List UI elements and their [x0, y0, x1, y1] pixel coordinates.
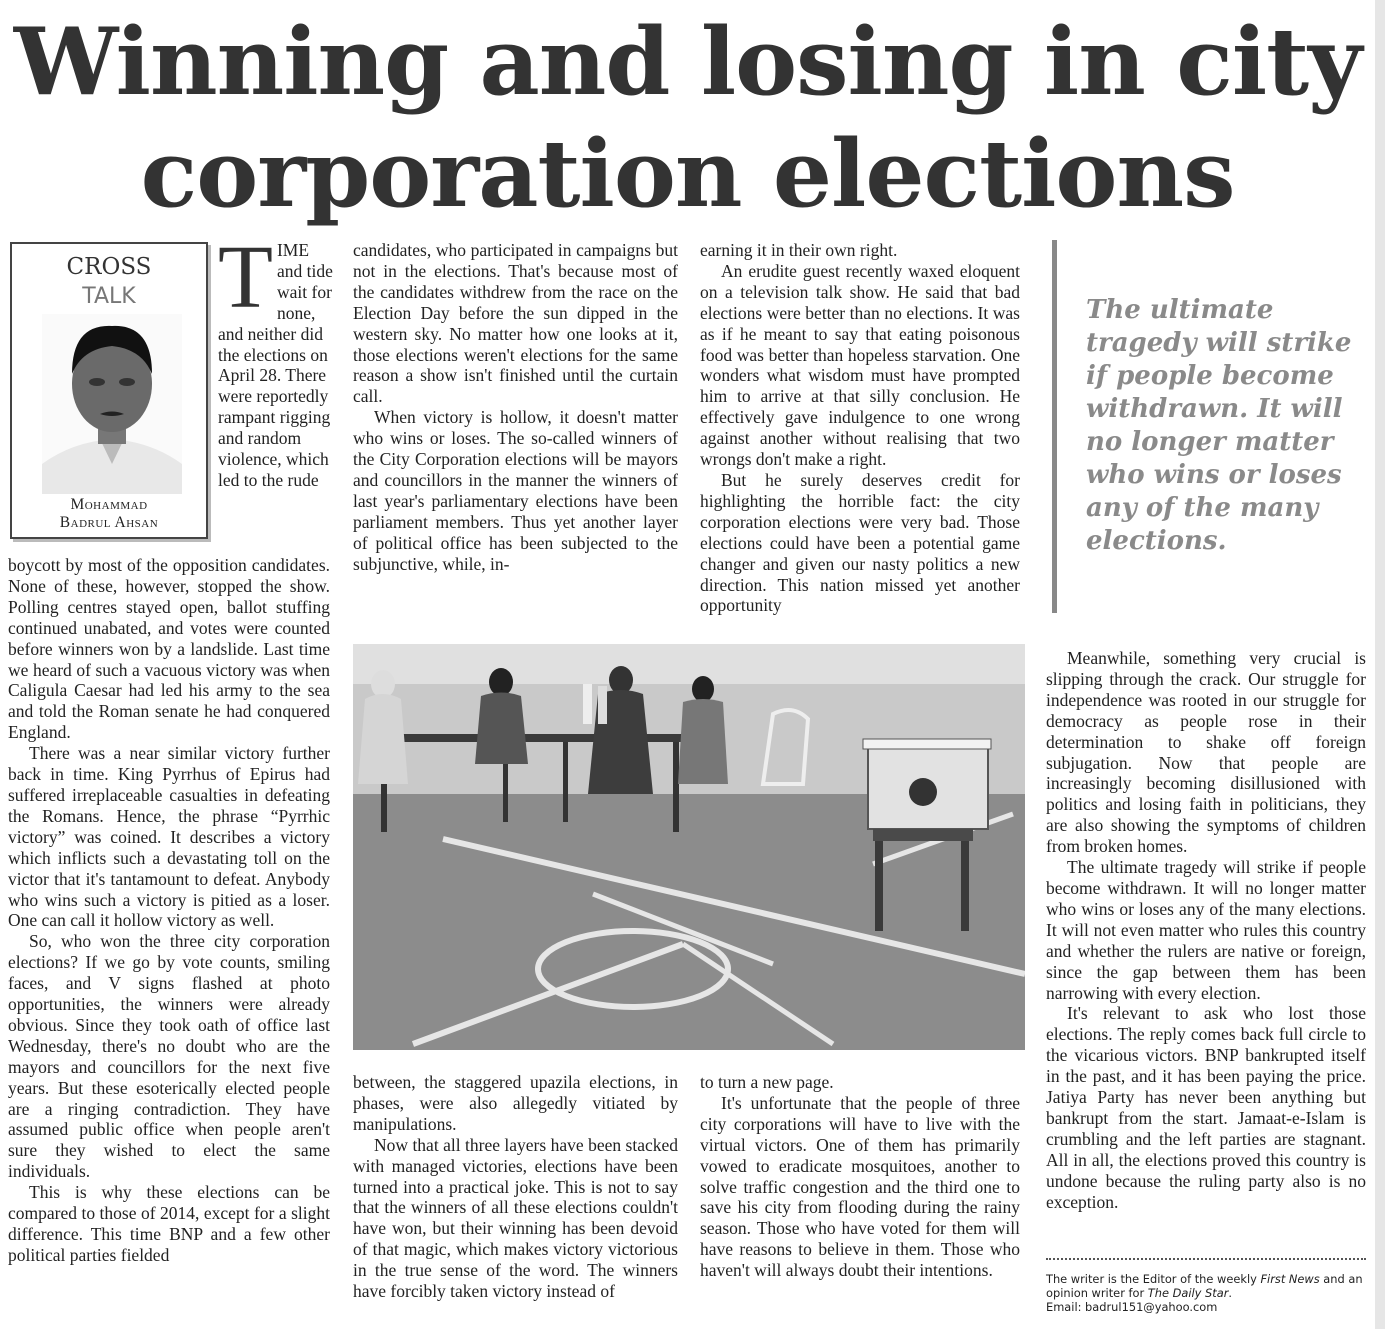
paragraph: earning it in their own right.: [700, 240, 898, 260]
paragraph: The ultimate tragedy will strike if people become withdrawn. It will no longer matter who wins or loses any of the many elections. It will not even matter who rules this country and whether the rulers are native or foreign, since the gap between them has been narrowing with every election.: [1046, 857, 1366, 1003]
paragraph: boycott by most of the opposition candidates. None of these, however, stopped the show. Polling centres stayed open, ballot stuffing continued unabated, and votes were counted before winners won by a landslide. Last time we heard of such a vacuous victory was when Caligula Caesar had led his army to the sea and told the Roman senate he had conquered England.: [8, 555, 330, 743]
paragraph: So, who won the three city corporation elections? If we go by vote counts, smiling faces, and V signs flashed at photo opportunities, the winners were already obvious. Since they took oath of office last Wednesday, there's no doubt who are the mayors and councillors for the next five years. But these esoterically elected people are a ringing contradiction. They have assumed public office when people aren't sure they wished to elect the same individuals.: [8, 931, 330, 1182]
drop-cap: T: [218, 228, 273, 327]
paragraph: to turn a new page.: [700, 1072, 834, 1092]
paragraph: An erudite guest recently waxed eloquent on a television talk show. He said that bad elections were better than no elections. It was as if he meant to say that eating poisonous food was better than hopeless starvation. One wonders what wisdom must have prompted him to arrive at that silly conclusion. He effectively gave indulgence to one wrong against another without realising that two wrongs don't make a right.: [700, 260, 1020, 470]
column-2-top: [353, 240, 678, 575]
paragraph: It's unfortunate that the people of three city corporations will have to live with the virtual victors. One of them has primarily vowed to eradicate mosquitoes, another to solve traffic congestion and the third one to save his city from flooding during the rainy season. Those who have voted for them will have reasons to believe in them. Those who haven't will always doubt their intentions.: [700, 1092, 1020, 1281]
paragraph: candidates, who participated in campaigns but not in the elections. That's because most of the candidates withdrew from the race on the Election Day before the sun dipped in the western sky. No matter how one looks at it, those elections weren't elections for the same reason a show isn't finished until the curtain call.: [353, 240, 678, 407]
column-2-bottom: [353, 1072, 678, 1302]
column-name-talk: TALK: [82, 284, 136, 309]
author-portrait: [42, 314, 182, 494]
paragraph: When victory is hollow, it doesn't matter who wins or loses. The so-called winners of the City Corporation elections will be mayors and councillors in the manner the winners of last year's parliamentary elections have been parliament members. Thus yet another layer of political office has been subjected to the subjunctive, while, in-: [353, 407, 678, 574]
author-name-last: Badrul Ahsan: [59, 514, 159, 531]
column-4-body: [1046, 648, 1366, 1212]
intro-text: IME and tide wait for none, and neither did the elections on April 28. There were reportedly rampant rigging and random violence, which led to the rude: [218, 240, 333, 490]
pullquote-rule: [1052, 240, 1057, 613]
headline: Winning and losing in city corporation elections: [13, 7, 1362, 228]
paragraph: Now that all three layers have been stacked with managed victories, elections have been turned into a practical joke. This is not to say that the winners of all these elections couldn't have won, but their winning has been devoid of that magic, which makes victory victorious in the true sense of the word. The winners have forcibly taken victory instead of: [353, 1134, 678, 1302]
column-1-intro: [218, 228, 338, 491]
paragraph: This is why these elections can be compared to those of 2014, except for a slight difference. This time BNP and a few other political parties fielded: [8, 1182, 330, 1265]
column-1-body: [8, 555, 330, 1266]
paragraph: between, the staggered upazila elections, in phases, were also allegedly vitiated by manipulations.: [353, 1072, 678, 1134]
paragraph: But he surely deserves credit for highlighting the horrible fact: the city corporation elections were very bad. Those elections could have been a potential game changer and given our nasty politics a new direction. This nation missed yet another opportunity: [700, 469, 1020, 616]
paragraph: Meanwhile, something very crucial is slipping through the crack. Our struggle for independence was rooted in our struggle for democracy as people rose in their determination to shake off foreign subjugation. Now that people are increasingly becoming disillusioned with politics and losing faith in politicians, they are also showing the symptoms of children from broken homes.: [1046, 648, 1366, 857]
author-name-first: Mohammad: [70, 496, 148, 513]
paragraph: It's relevant to ask who lost those elections. The reply comes back full circle to the vicarious victors. BNP bankrupted itself in the past, and it has been paying the price. Jatiya Party has never been anything but bankrupt from the start. Jamaat-e-Islam is crumbling and the left parties are stagnant. All in all, the elections proved this country is undone because the ruling party also is no exception.: [1046, 1003, 1366, 1212]
pullquote: The ultimate tragedy will strike if people become withdrawn. It will no longer matter who wins or loses any of the many elections.: [1086, 295, 1352, 556]
page-edge: [1375, 0, 1385, 1329]
column-byline-box: [10, 242, 208, 539]
author-email: Email: badrul151@yahoo.com: [1046, 1300, 1218, 1314]
column-3-top: [700, 240, 1020, 616]
column-3-bottom: [700, 1072, 1020, 1281]
column-name-cross: CROSS: [66, 254, 152, 280]
footer-divider: [1046, 1258, 1366, 1260]
author-footnote: The writer is the Editor of the weekly First News and an opinion writer for The Daily Star. Email: badrul151@yahoo.com: [1046, 1272, 1363, 1314]
paragraph: There was a near similar victory further back in time. King Pyrrhus of Epirus had suffered irreplaceable casualties in defeating the Romans. Hence, the phrase “Pyrrhic victory” was coined. It describes a victory which inflicts such a devastating toll on the victor that it's tantamount to defeat. Anybody who wins such a victory is pitied as a loser. One can call it hollow victory as well.: [8, 743, 330, 931]
polling-centre-photo: [353, 644, 1025, 1050]
